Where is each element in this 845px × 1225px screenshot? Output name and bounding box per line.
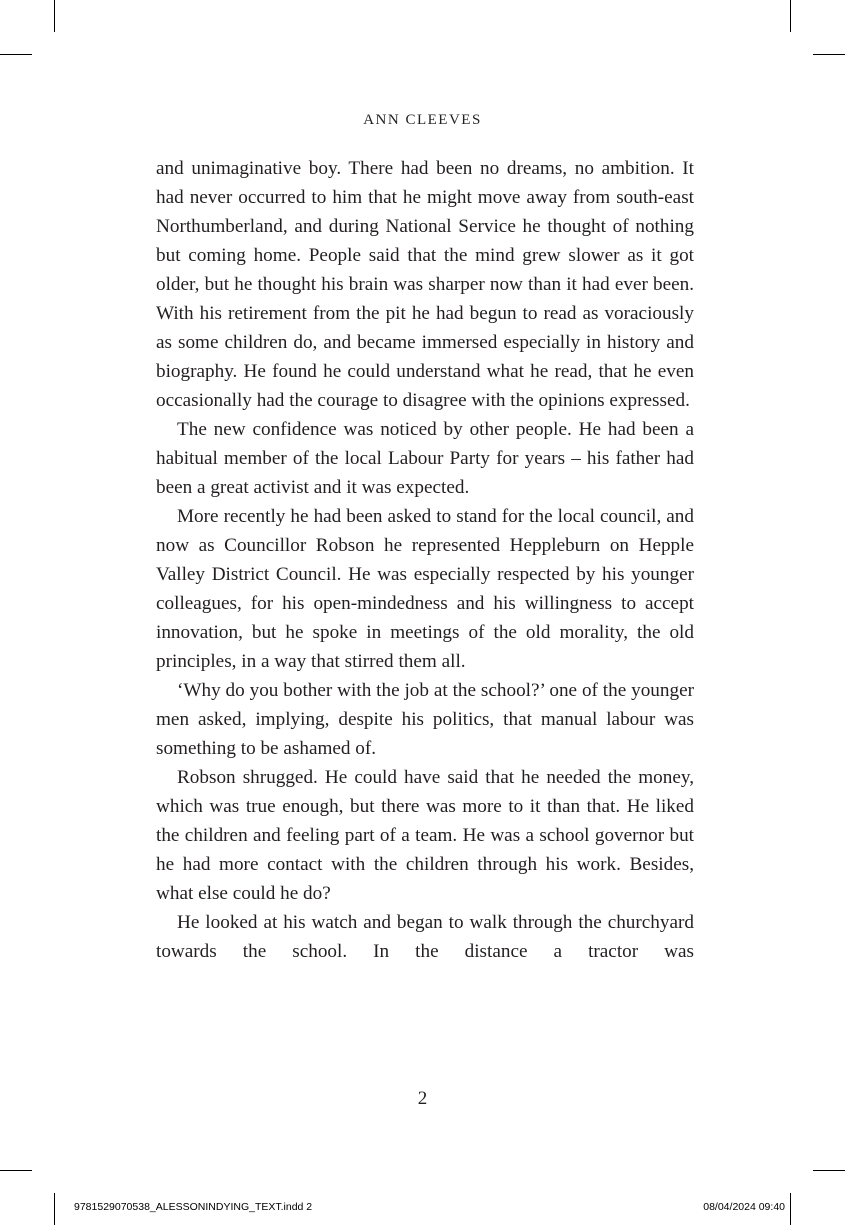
crop-mark — [54, 1193, 55, 1225]
crop-mark — [54, 0, 55, 32]
crop-mark — [813, 54, 845, 55]
paragraph: More recently he had been asked to stand for the local council, and now as Councillor Robson he represented Heppleburn on Hepple Valley District Council. He was especially respected by his younger colleagues, for his open-mindedness and his willingness to accept innovation, but he spoke in meetings of the old morality, the old principles, in a way that stirred them all. — [156, 506, 694, 672]
crop-mark — [790, 1193, 791, 1225]
paragraph: The new confidence was noticed by other people. He had been a habitual member of the local Labour Party for years – his father had been a great activist and it was expected. — [156, 419, 694, 498]
body-text — [156, 154, 694, 966]
running-head: ANN CLEEVES — [363, 112, 482, 128]
paragraph: and unimaginative boy. There had been no dreams, no ambition. It had never occurred to him that he might move away from south-east Northumberland, and during National Service he thought of nothing but coming home. People said that the mind grew slower as it got older, but he thought his brain was sharper now than it had ever been. With his retirement from the pit he had begun to read as voraciously as some children do, and became immersed especially in history and biography. He found he could understand what he read, that he even occasionally had the courage to disagree with the opinions expressed. — [156, 158, 694, 411]
crop-mark — [790, 0, 791, 32]
paragraph: He looked at his watch and began to walk through the churchyard towards the school. In the distance a tractor was — [156, 912, 694, 962]
slug-date-time: 08/04/2024 09:40 — [703, 1201, 785, 1213]
crop-mark — [0, 54, 32, 55]
paragraph: ‘Why do you bother with the job at the school?’ one of the younger men asked, implying, despite his politics, that manual labour was something to be ashamed of. — [156, 680, 694, 759]
crop-mark — [0, 1170, 32, 1171]
paragraph: Robson shrugged. He could have said that he needed the money, which was true enough, but there was more to it than that. He liked the children and feeling part of a team. He was a school governor but he had more contact with the children through his work. Besides, what else could he do? — [156, 767, 694, 904]
page-number: 2 — [417, 1088, 428, 1109]
slug-file-info: 9781529070538_ALESSONINDYING_TEXT.indd 2 — [74, 1201, 313, 1213]
crop-mark — [813, 1170, 845, 1171]
